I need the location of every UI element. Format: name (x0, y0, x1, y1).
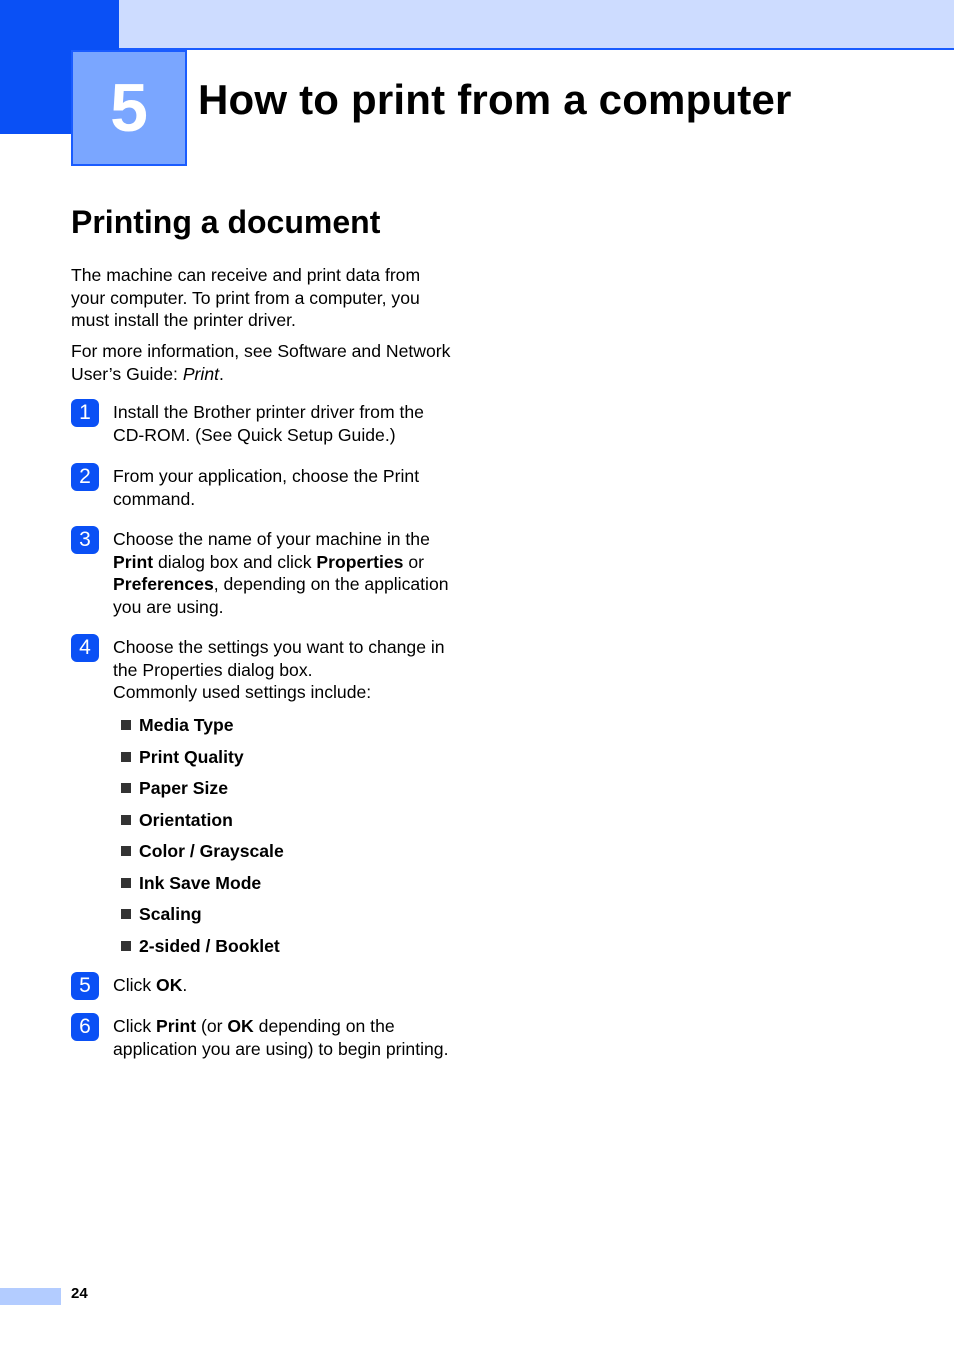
step-number-badge: 3 (71, 526, 99, 554)
bullet-square-icon (121, 783, 131, 793)
step-number-badge: 6 (71, 1013, 99, 1041)
chapter-number: 5 (71, 50, 187, 166)
list-item: Ink Save Mode (121, 873, 261, 894)
chapter-title: How to print from a computer (198, 76, 792, 123)
step-text: Click Print (or OK depending on the application you are using) to begin printing. (113, 1016, 449, 1059)
step-number-badge: 1 (71, 399, 99, 427)
bullet-square-icon (121, 941, 131, 951)
list-item: Media Type (121, 715, 234, 736)
header-band (0, 0, 954, 50)
bullet-square-icon (121, 878, 131, 888)
bullet-square-icon (121, 909, 131, 919)
step-text: Click OK. (113, 975, 188, 995)
reference-paragraph: For more information, see Software and Network User’s Guide: Print. (71, 341, 451, 384)
step-text: Choose the name of your machine in the Print dialog box and click Properties or Preferences, depending on the application you are using. (113, 529, 449, 617)
intro-paragraph: The machine can receive and print data from your computer. To print from a computer, you must install the printer driver. (71, 265, 421, 330)
list-item: Print Quality (121, 747, 244, 768)
step-text: Install the Brother printer driver from the CD-ROM. (See Quick Setup Guide.) (113, 402, 424, 445)
bullet-square-icon (121, 846, 131, 856)
list-item: Color / Grayscale (121, 841, 284, 862)
list-item: Paper Size (121, 778, 228, 799)
list-item: Scaling (121, 904, 202, 925)
section-title: Printing a document (71, 204, 381, 240)
bullet-square-icon (121, 752, 131, 762)
step-number-badge: 2 (71, 463, 99, 491)
reference-link-text: Print (182, 363, 219, 384)
step-number-badge: 4 (71, 634, 99, 662)
bullet-square-icon (121, 815, 131, 825)
page-number: 24 (71, 1285, 88, 1302)
bullet-square-icon (121, 720, 131, 730)
list-item: Orientation (121, 810, 233, 831)
step-text: From your application, choose the Print command. (113, 466, 420, 509)
step-text: Choose the settings you want to change in the Properties dialog box. Commonly used settings include: (113, 637, 445, 702)
footer-bar (0, 1288, 61, 1305)
list-item: 2-sided / Booklet (121, 936, 280, 957)
step-number-badge: 5 (71, 972, 99, 1000)
